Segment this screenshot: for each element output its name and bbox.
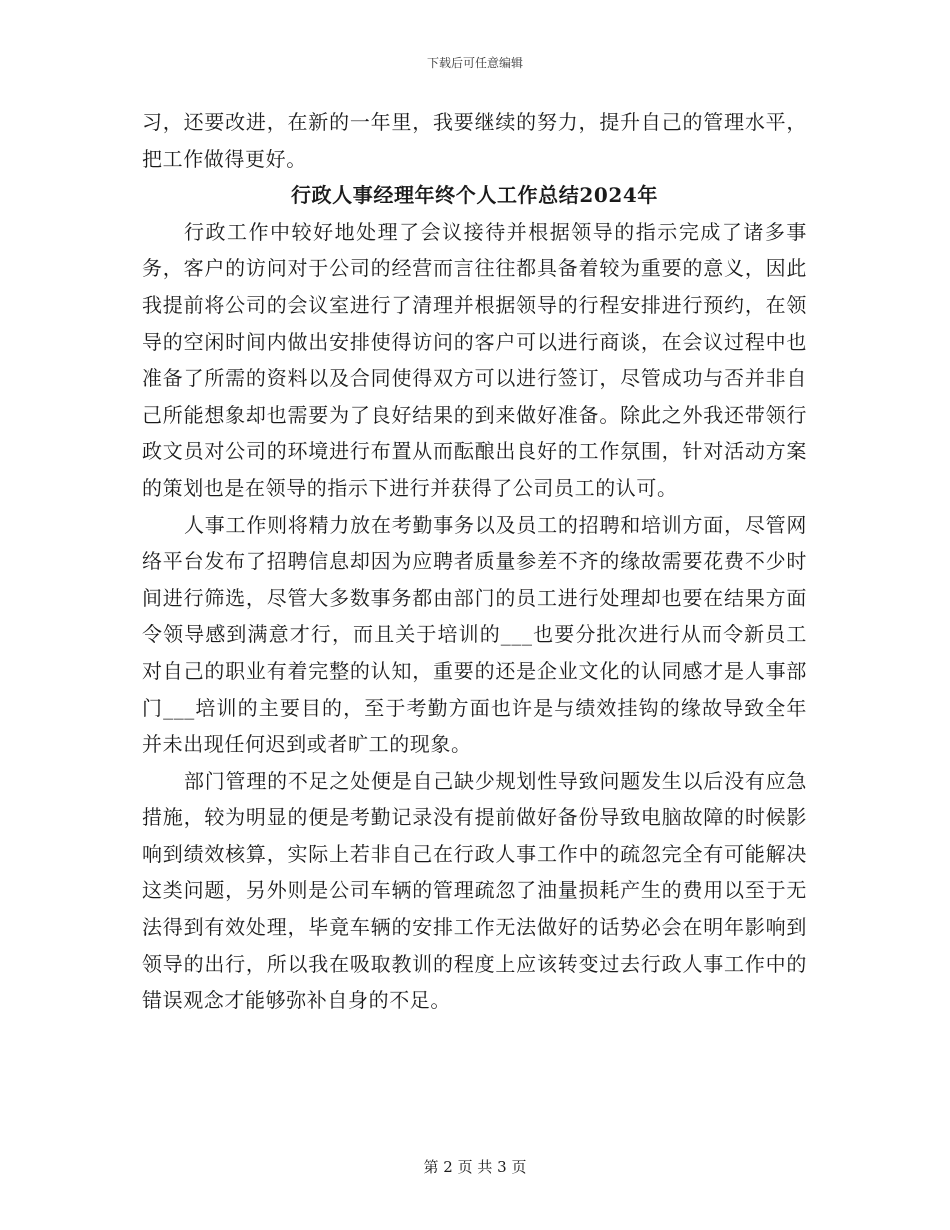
paragraph-hr-work: 人事工作则将精力放在考勤事务以及员工的招聘和培训方面，尽管网络平台发布了招聘信息却因为应聘者质量参差不齐的缘故需要花费不少时间进行筛选，尽管大多数事务都由部门的员工进行处理却也要在结果方面令领导感到满意才行，而且关于培训的___也要分批次进行从而令新员工对自己的职业有着完整的认知，重要的还是企业文化的认同感才是人事部门___培训的主要目的，至于考勤方面也许是与绩效挂钩的缘故导致全年并未出现任何迟到或者旷工的现象。 [142,512,807,757]
page-header: 下载后可任意编辑 [426,56,523,70]
continuation-paragraph: 习，还要改进，在新的一年里，我要继续的努力，提升自己的管理水平，把工作做得更好。 [142,110,807,171]
document-body [142,104,807,1019]
paragraph-admin-work: 行政工作中较好地处理了会议接待并根据领导的指示完成了诸多事务，客户的访问对于公司的经营而言往往都具备着较为重要的意义，因此我提前将公司的会议室进行了清理并根据领导的行程安排进行预约，在领导的空闲时间内做出安排使得访问的客户可以进行商谈，在会议过程中也准备了所需的资料以及合同使得双方可以进行签订，尽管成功与否并非自己所能想象却也需要为了良好结果的到来做好准备。除此之外我还带领行政文员对公司的环境进行布置从而酝酿出良好的工作氛围，针对活动方案的策划也是在领导的指示下进行并获得了公司员工的认可。 [142,219,807,500]
page-number: 第 2 页 共 3 页 [423,1158,527,1176]
paragraph-management-shortcomings: 部门管理的不足之处便是自己缺少规划性导致问题发生以后没有应急措施，较为明显的便是考勤记录没有提前做好备份导致电脑故障的时候影响到绩效核算，实际上若非自己在行政人事工作中的疏忽完全有可能解决这类问题，另外则是公司车辆的管理疏忽了油量损耗产生的费用以至于无法得到有效处理，毕竟车辆的安排工作无法做好的话势必会在明年影响到领导的出行，所以我在吸取教训的程度上应该转变过去行政人事工作中的错误观念才能够弥补自身的不足。 [142,768,807,1013]
document-title: 行政人事经理年终个人工作总结2024年 [290,183,659,208]
